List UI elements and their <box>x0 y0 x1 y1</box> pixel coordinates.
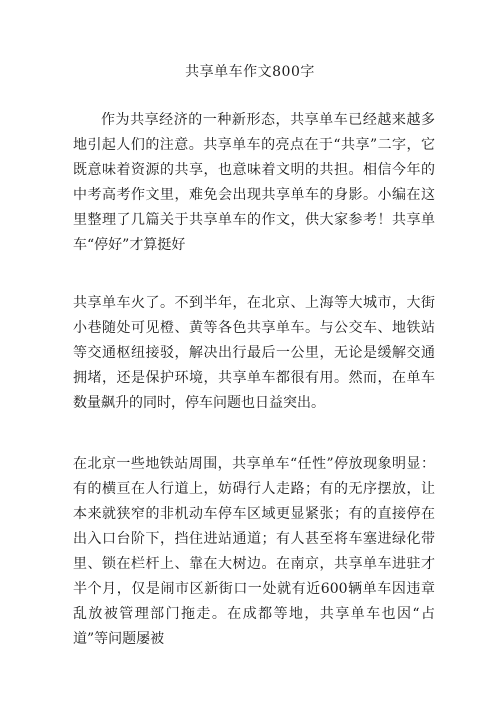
document-title: 共享单车作文800字 <box>185 64 315 80</box>
paragraph-bike-popularity: 共享单车火了。不到半年，在北京、上海等大城市，大街小巷随处可见橙、黄等各色共享单车。与公交车、地铁站等交通枢纽接驳，解决出行最后一公里，无论是缓解交通拥堵，还是保护环境，共享单车都很有用。然而，在单车数量飙升的同时，停车问题也日益突出。 <box>73 295 435 411</box>
paragraph-intro: 作为共享经济的一种新形态，共享单车已经越来越多地引起人们的注意。共享单车的亮点在于“共享”二字，它既意味着资源的共享，也意味着文明的共担。相信今年的中考高考作文里，难免会出现共享单车的身影。小编在这里整理了几篇关于共享单车的作文，供大家参考！共享单车“停好”才算挺好 <box>73 112 435 253</box>
paragraph-parking-issues: 在北京一些地铁站周围，共享单车“任性”停放现象明显：有的横亘在人行道上，妨碍行人走路；有的无序摆放，让本来就狭窄的非机动车停车区域更显紧张；有的直接停在出入口台阶下，挡住进站通道；有人甚至将车塞进绿化带里、锁在栏杆上、靠在大树边。在南京，共享单车进驻才半个月，仅是闹市区新街口一处就有近600辆单车因违章乱放被管理部门拖走。在成都等地，共享单车也因“占道”等问题屡被 <box>73 456 435 647</box>
